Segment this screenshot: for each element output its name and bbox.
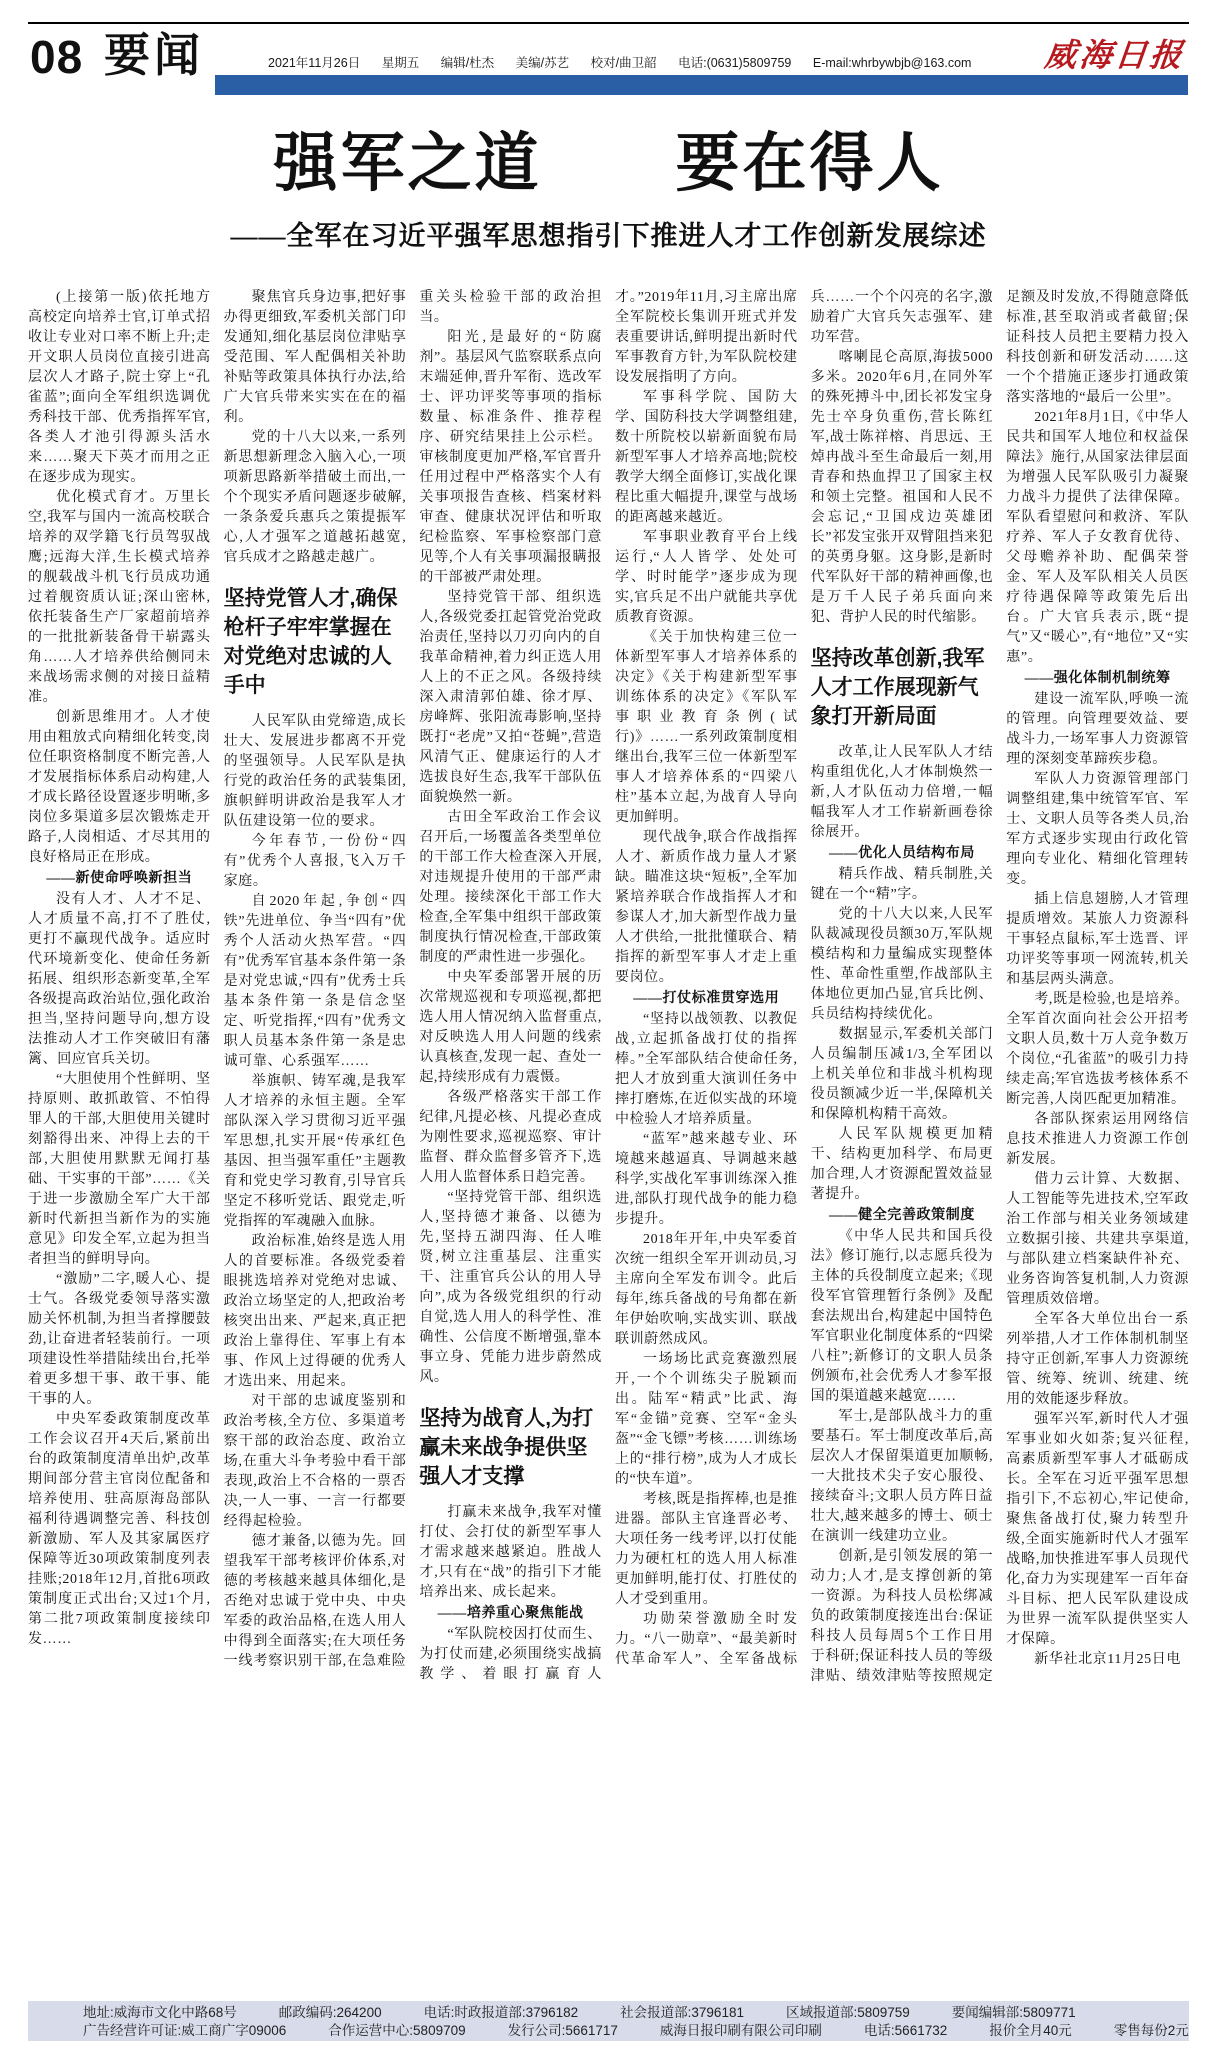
article-paragraph: (上接第一版)依托地方高校定向培养士官,订单式招收让专业对口率不断上升;走开文职人员岗位直接引进高层次人才路子,院士穿上“孔雀蓝”;面向全军组织选调优秀科技干部、优秀指挥军官,各类人才池引得源头活水来……聚天下英才而用之正在逐步成为现实。 <box>28 290 211 485</box>
article-paragraph: 现代战争,联合作战指挥人才、新质作战力量人才紧缺。瞄准这块“短板”,全军加紧培养联合作战指挥人才和参谋人才,加大新型作战力量人才供给,一批批懂联合、精指挥的新型军事人才走上重要岗位。 <box>614 830 798 985</box>
section-heading: 坚持为战育人,为打赢未来战争提供坚强人才支撑 <box>419 1407 594 1488</box>
contact-email: E-mail:whrbywbjb@163.com <box>812 56 972 70</box>
article-paragraph: 政治标准,始终是选人用人的首要标准。各级党委着眼挑选培养对党绝对忠诚、政治立场坚定的人,把政治考核突出出来、严起来,真正把政治上靠得住、军事上有本事、作风上过得硬的优秀人才选出来、用起来。 <box>223 1234 407 1389</box>
publish-date: 2021年11月26日 <box>268 56 361 70</box>
article-paragraph: 自2020年起,争创“四铁”先进单位、争当“四有”优秀个人活动火热军营。“四有”优秀军官基本条件第一条是对党忠诚,“四有”优秀士兵基本条件第一条是信念坚定、听党指挥,“四有”优秀文职人员基本条件第一条是忠诚可靠、心系强军…… <box>223 894 407 1069</box>
header-blue-bar <box>215 75 1188 95</box>
paragraph-lead-in: ——培养重心聚焦能战 <box>437 1606 584 1621</box>
contact-phone: 电话:(0631)5809759 <box>678 56 792 70</box>
article-paragraph: 创新,是引领发展的第一动力;人才,是支撑创新的第一资源。为科技人员松绑减负的政策制度接连出台:保证科技人员每周5个工作日用于科研;保证科技人员的等级津贴、绩效津贴等按照规定足额及时发放,不得随意降低标准,甚至取消或者截留;保证科技人员把主要精力投入科技创新和研发活动……这一个个措施正逐步打通政策落实落地的“最后一公里”。 <box>810 290 1189 1684</box>
weekday: 星期五 <box>381 56 420 70</box>
article-paragraph: 考,既是检验,也是培养。全军首次面向社会公开招考文职人员,数十万人竞争数万个岗位,“孔雀蓝”的吸引力持续走高;军官选拔考核体系不断完善,人岗匹配更加精准。 <box>1006 992 1189 1107</box>
article-paragraph: 党的十八大以来,一系列新思想新理念入脑入心,一项项新思路新举措破土而出,一个个现实矛盾问题逐步破解,一条条爱兵惠兵之策提振军心,人才强军之道越拓越宽,官兵成才之路越走越广。 <box>223 430 407 565</box>
article-paragraph: 借力云计算、大数据、人工智能等先进技术,空军政治工作部与相关业务领域建立数据引接、共建共享渠道,与部队建立档案缺件补充、业务咨询答复机制,人力资源管理质效倍增。 <box>1006 1172 1189 1307</box>
paragraph-lead-in: ——优化人员结构布局 <box>828 846 975 861</box>
editor-credit: 编辑/杜杰 <box>440 56 495 70</box>
article-paragraph: 各部队探索运用网络信息技术推进人力资源工作创新发展。 <box>1006 1112 1189 1167</box>
article-subtitle: ——全军在习近平强军思想指引下推进人才工作创新发展综述 <box>230 221 987 251</box>
article-paragraph: 军队人力资源管理部门调整组建,集中统管军官、军士、文职人员等各类人员,治军方式逐步实现由行政化管理向专业化、精细化管理转变。 <box>1006 772 1189 887</box>
footer-item: 电话:5661732 <box>863 2023 948 2038</box>
article-paragraph: “激励”二字,暖人心、提士气。各级党委领导落实激励关怀机制,为担当者撑腰鼓劲,让奋进者轻装前行。一项项建设性举措陆续出台,托举着更多想干事、敢干事、能干事的人。 <box>28 1272 211 1407</box>
footer-item: 合作运营中心:5809709 <box>328 2023 466 2038</box>
page-number: 08 <box>30 31 84 83</box>
article-paragraph: 创新思维用才。人才使用由粗放式向精细化转变,岗位任职资格制度不断完善,人才发展指标体系启动构建,人才成长路径设置逐步明晰,多岗位多渠道多层次锻炼走开路子,人岗相适、才尽其用的良好格局正在形成。 <box>28 710 211 865</box>
article-paragraph: “坚持以战领教、以教促战,立起抓备战打仗的指挥棒。”全军部队结合使命任务,把人才放到重大演训任务中摔打磨炼,在近似实战的环境中检验人才培养质量。 <box>614 1012 798 1127</box>
article-paragraph: “坚持党管干部、组织选人,坚持德才兼备、以德为先,坚持五湖四海、任人唯贤,树立注重基层、注重实干、注重官兵公认的用人导向”,成为各级党组织的行动自觉,选人用人的科学性、准确性、公信度不断增强,靠本事立身、凭能力进步蔚然成风。 <box>419 1190 602 1385</box>
article-paragraph: 古田全军政治工作会议召开后,一场覆盖各类型单位的干部工作大检查深入开展,对违规提升使用的干部严肃处理。接续深化干部工作大检查,全军集中组织干部政策制度执行情况检查,干部政策制度的严肃性进一步强化。 <box>419 810 602 965</box>
footer-row-publishing <box>83 2022 1189 2040</box>
article-paragraph: 一场场比武竞赛激烈展开,一个个训练尖子脱颖而出。陆军“精武”比武、海军“金锚”竞赛、空军“金头盔”“金飞镖”考核……训练场上的“排行榜”,成为人才成长的“快车道”。 <box>614 1352 798 1487</box>
section-heading: 坚持党管人才,确保枪杆子牢牢掌握在对党绝对忠诚的人手中 <box>223 587 398 697</box>
paragraph-lead-in: ——打仗标准贯穿选用 <box>633 991 780 1006</box>
article-paragraph: 聚焦官兵身边事,把好事办得更细致,军委机关部门印发通知,细化基层岗位津贴享受范围、军人配偶相关补助补贴等政策具体执行办法,给广大官兵带来实实在在的福利。 <box>223 290 407 425</box>
footer-item: 区域报道部:5809759 <box>785 2005 910 2020</box>
paragraph-lead-in: ——新使命呼唤新担当 <box>46 871 193 886</box>
article-paragraph: 2021年8月1日,《中华人民共和国军人地位和权益保障法》施行,从国家法律层面为增强人民军队吸引力凝聚力战斗力提供了法律保障。军队看望慰问和救济、军队疗养、军人子女教育优待、父母赡养补助、配偶荣誉金、军人及军队相关人员医疗待遇保障等政策先后出台。广大官兵表示,既“提气”又“暖心”,有“地位”又“实惠”。 <box>1006 410 1189 665</box>
section-title: 要闻 <box>104 29 204 81</box>
article-paragraph: “蓝军”越来越专业、环境越来越逼真、导调越来越科学,实战化军事训练深入推进,部队打现代战争的能力稳步提升。 <box>614 1132 798 1227</box>
article-paragraph: 举旗帜、铸军魂,是我军人才培养的永恒主题。全军部队深入学习贯彻习近平强军思想,扎实开展“传承红色基因、担当强军重任”主题教育和党史学习教育,引导官兵坚定不移听党话、跟党走,听党指挥的军魂融入血脉。 <box>223 1074 407 1229</box>
article-paragraph: 没有人才、人才不足、人才质量不高,打不了胜仗,更打不赢现代战争。适应时代环境新变化、使命任务新拓展、组织形态新变革,全军各级提高政治站位,强化政治担当,坚持问题导向,想方设法推动人才工作突破旧有藩篱、回应官兵关切。 <box>28 892 211 1067</box>
article-paragraph: 军士,是部队战斗力的重要基石。军士制度改革后,高层次人才保留渠道更加顺畅,一大批技术尖子安心服役、接续奋斗;文职人员方阵日益壮大,越来越多的博士、硕士在演训一线建功立业。 <box>810 1409 994 1544</box>
article-paragraph: 2018年开年,中央军委首次统一组织全军开训动员,习主席向全军发布训令。此后每年,练兵备战的号角都在新年伊始吹响,实战实训、联战联训蔚然成风。 <box>614 1232 798 1347</box>
article-paragraph: 优化模式育才。万里长空,我军与国内一流高校联合培养的双学籍飞行员驾驭战鹰;远海大洋,生长模式培养的舰载战斗机飞行员成功通过着舰资质认证;深山密林,依托装备生产厂家超前培养的一批批新装备骨干崭露头角……人才培养供给侧同未来战场需求侧的对接日益精准。 <box>28 490 211 705</box>
article-paragraph: 阳光,是最好的“防腐剂”。基层风气监察联系点向末端延伸,晋升军衔、选改军士、评功评奖等事项的指标数量、标准条件、推荐程序、研究结果挂上公示栏。审核制度更加严格,军官晋升任用过程中严格落实个人有关事项报告查核、档案材料审查、健康状况评估和听取纪检监察、军事检察部门意见等,个人有关事项漏报瞒报的干部被严肃处理。 <box>419 330 602 585</box>
designer-credit: 美编/苏艺 <box>515 56 570 70</box>
article-paragraph: 人民军队由党缔造,成长壮大、发展进步都离不开党的坚强领导。人民军队是执行党的政治任务的武装集团,旗帜鲜明讲政治是我军人才队伍建设第一位的要求。 <box>223 714 407 829</box>
header-dateline <box>268 53 989 71</box>
article-paragraph: “军队院校因打仗而生、为打仗而建,必须围绕实战搞教学、着眼打赢育人才。”2019年11月,习主席出席全军院校长集训开班式并发表重要讲话,鲜明提出新时代军事教育方针,为军队院校建设发展指明了方向。 <box>419 290 798 1682</box>
footer-item: 发行公司:5661717 <box>507 2023 618 2038</box>
article-paragraph: 人民军队规模更加精干、结构更加科学、布局更加合理,人才资源配置效益显著提升。 <box>810 1127 994 1202</box>
article-paragraph: 党的十八大以来,人民军队裁减现役员额30万,军队规模结构和力量编成实现整体性、革命性重塑,作战部队主体地位更加凸显,官兵比例、兵员结构持续优化。 <box>810 907 994 1022</box>
article-paragraph: 《关于加快构建三位一体新型军事人才培养体系的决定》《关于构建新型军事训练体系的决定》《军队军事职业教育条例(试行)》……一系列政策制度相继出台,我军三位一体新型军事人才培养体系的“四梁八柱”基本立起,为战育人导向更加鲜明。 <box>614 630 798 825</box>
footer-item: 社会报道部:3796181 <box>620 2005 744 2020</box>
footer-info-bar <box>28 2001 1189 2041</box>
article-paragraph: 坚持党管干部、组织选人,各级党委扛起管党治党政治责任,坚持以刀刃向内的自我革命精神,着力纠正选人用人上的不正之风。各级持续深入肃清郭伯雄、徐才厚、房峰辉、张阳流毒影响,坚持既打“老虎”又拍“苍蝇”,营造风清气正、健康运行的人才选拔良好生态,我军干部队伍面貌焕然一新。 <box>419 590 602 805</box>
paragraph-lead-in: ——健全完善政策制度 <box>828 1208 975 1223</box>
wire-credit: 新华社北京11月25日电 <box>1034 1652 1181 1667</box>
article-paragraph: 建设一流军队,呼唤一流的管理。向管理要效益、要战斗力,一场军事人力资源管理的深刻变革蹄疾步稳。 <box>1006 692 1189 767</box>
proofreader-credit: 校对/曲卫韶 <box>590 56 657 70</box>
footer-item: 零售每份2元 <box>1113 2023 1189 2038</box>
footer-item: 报价全月40元 <box>989 2023 1072 2038</box>
article-title: 强军之道 要在得人 <box>273 128 944 199</box>
article-paragraph: 中央军委政策制度改革工作会议召开4天后,紧前出台的政策制度清单出炉,改革期间部分营主官岗位配备和培养使用、驻高原海岛部队福利待遇调整完善、科技创新激励、军人及其家属医疗保障等近30项政策制度列表挂账;2018年12月,首批6项政策制度正式出台;又过1个月,第二批7项政策制度接续印发…… <box>28 1412 211 1647</box>
article-paragraph: 对干部的忠诚度鉴别和政治考核,全方位、多渠道考察干部的政治态度、政治立场,在重大斗争考验中看干部表现,政治上不合格的一票否决,一人一事、一言一行都要经得起检验。 <box>223 1394 407 1529</box>
article-paragraph: 全军各大单位出台一系列举措,人才工作体制机制坚持守正创新,军事人力资源统管、统筹、统训、统建、统用的效能逐步释放。 <box>1006 1312 1189 1407</box>
article-paragraph: 今年春节,一份份“四有”优秀个人喜报,飞入万千家庭。 <box>223 834 407 889</box>
footer-item: 地址:威海市文化中路68号 <box>83 2005 237 2020</box>
article-paragraph: 《中华人民共和国兵役法》修订施行,以志愿兵役为主体的兵役制度立起来;《现役军官管理暂行条例》及配套法规出台,构建起中国特色军官职业化制度体系的“四梁八柱”;新修订的文职人员条例颁布,社会优秀人才参军报国的渠道越来越宽…… <box>810 1229 994 1404</box>
article-paragraph: 喀喇昆仑高原,海拔5000多米。2020年6月,在同外军的殊死搏斗中,团长祁发宝身先士卒身负重伤,营长陈红军,战士陈祥榕、肖思远、王焯冉战斗至生命最后一刻,用青春和热血捍卫了国家主权和领土完整。祖国和人民不会忘记,“卫国戍边英雄团长”祁发宝张开双臂阻挡来犯的英勇身躯。这身影,是新时代军队好干部的精神画像,也是万千人民子弟兵面向来犯、背护人民的时代缩影。 <box>810 350 994 625</box>
article-paragraph: 德才兼备,以德为先。回望我军干部考核评价体系,对德的考核越来越具体细化,是否绝对忠诚于党中央、中央军委的政治品格,在选人用人中得到全面落实;在大项任务一线考察识别干部,在急难险重关头检验干部的政治担当。 <box>223 290 602 1669</box>
article-paragraph: 插上信息翅膀,人才管理提质增效。某旅人力资源科干事轻点鼠标,军士选晋、评功评奖等事项一网流转,机关和基层两头满意。 <box>1006 892 1189 987</box>
article-paragraph: 中央军委部署开展的历次常规巡视和专项巡视,都把选人用人情况纳入监督重点,对反映选人用人问题的线索认真核查,发现一起、查处一起,持续形成有力震慑。 <box>419 970 602 1085</box>
article-paragraph: 数据显示,军委机关部门人员编制压减1/3,全军团以上机关单位和非战斗机构现役员额减少近一半,保障机关和保障机构精干高效。 <box>810 1027 994 1122</box>
footer-item: 电话:时政报道部:3796182 <box>423 2005 579 2020</box>
masthead-logo: 威海日报 <box>1042 37 1187 73</box>
article-paragraph: 改革,让人民军队人才结构重组优化,人才体制焕然一新,人才队伍动力倍增,一幅幅我军人才工作崭新画卷徐徐展开。 <box>810 745 994 840</box>
article-paragraph: 军事科学院、国防大学、国防科技大学调整组建,数十所院校以崭新面貌布局新型军事人才培养高地;院校教学大纲全面修订,实战化课程比重大幅提升,课堂与战场的距离越来越近。 <box>614 390 798 525</box>
article-paragraph: 考核,既是指挥棒,也是推进器。部队主官逢晋必考、大项任务一线考评,以打仗能力为硬杠杠的选人用人标准更加鲜明,能打仗、打胜仗的人才受到重用。 <box>614 1492 798 1607</box>
article-paragraph: 军事职业教育平台上线运行,“人人皆学、处处可学、时时能学”逐步成为现实,官兵足不出户就能共享优质教育资源。 <box>614 530 798 625</box>
article-paragraph: “大胆使用个性鲜明、坚持原则、敢抓敢管、不怕得罪人的干部,大胆使用关键时刻豁得出来、冲得上去的干部,大胆使用默默无闻打基础、干实事的干部”……《关于进一步激励全军广大干部新时代新担当新作为的实施意见》印发全军,立起为担当者担当的鲜明导向。 <box>28 1072 211 1267</box>
article-paragraph: 精兵作战、精兵制胜,关键在一个“精”字。 <box>810 867 994 902</box>
article-paragraph: 强军兴军,新时代人才强军事业如火如荼;复兴征程,高素质新型军事人才砥砺成长。全军在习近平强军思想指引下,不忘初心,牢记使命,聚焦备战打仗,聚力转型升级,全面实施新时代人才强军战略,加快推进军事人员现代化,奋力为实现建军一百年奋斗目标、把人民军队建设成为世界一流军队提供坚实人才保障。 <box>1006 1412 1189 1647</box>
article-body-columns <box>28 288 1189 1983</box>
article-paragraph: 功勋荣誉激励全时发力。“八一勋章”、“最美新时代革命军人”、全军备战标兵……一个个闪亮的名字,激励着广大官兵矢志强军、建功军营。 <box>614 290 994 1667</box>
footer-row-contacts <box>83 2004 1189 2022</box>
footer-item: 威海日报印刷有限公司印刷 <box>659 2023 822 2038</box>
header-top-rule <box>28 22 1189 24</box>
footer-item: 要闻编辑部:5809771 <box>951 2005 1076 2020</box>
paragraph-lead-in: ——强化体制机制统筹 <box>1024 671 1171 686</box>
footer-item: 邮政编码:264200 <box>278 2005 382 2020</box>
footer-item: 广告经营许可证:威工商广字09006 <box>83 2023 287 2038</box>
article-paragraph: 打赢未来战争,我军对懂打仗、会打仗的新型军事人才需求越来越紧迫。胜战人才,只有在“战”的指引下才能培养出来、成长起来。 <box>419 1505 602 1600</box>
section-heading: 坚持改革创新,我军人才工作展现新气象打开新局面 <box>810 647 985 728</box>
article-paragraph: 各级严格落实干部工作纪律,凡提必核、凡提必查成为刚性要求,巡视巡察、审计监督、群众监督多管齐下,选人用人监督体系日趋完善。 <box>419 1090 602 1185</box>
article-headline-block <box>0 116 1217 253</box>
